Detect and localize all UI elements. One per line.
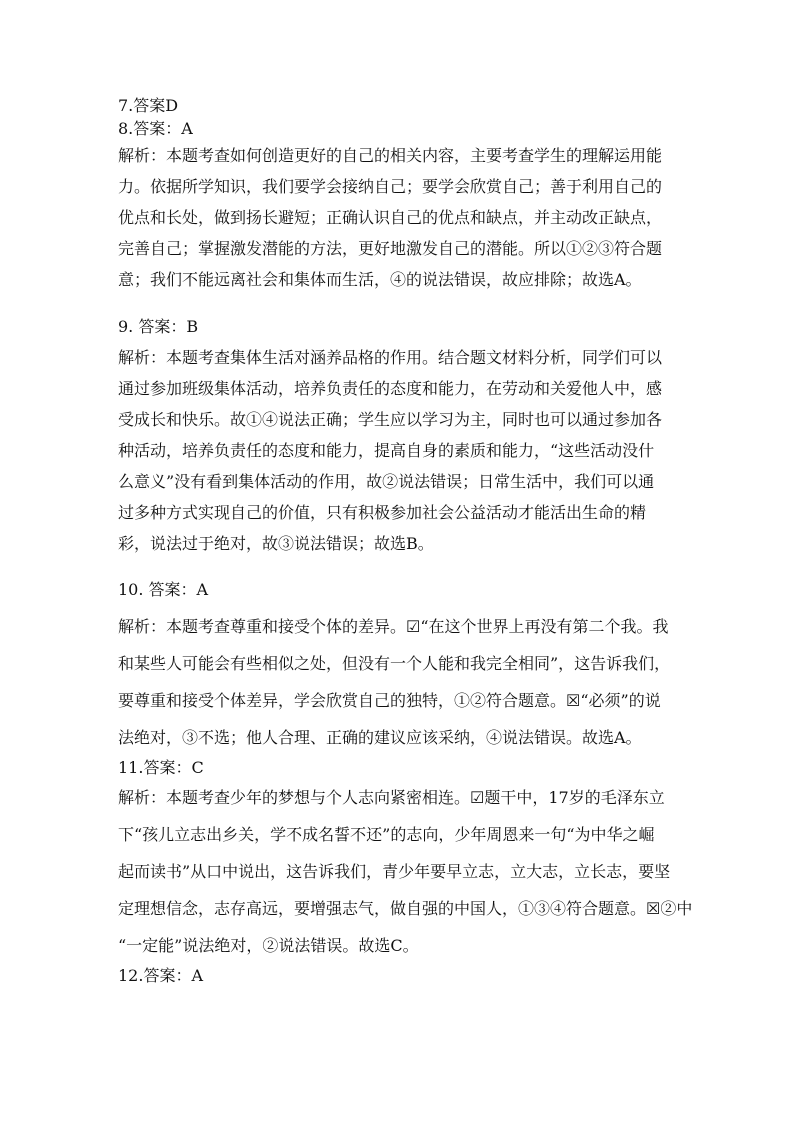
answer-line: 要尊重和接受个体差异，学会欣赏自己的独特，①②符合题意。☒“必须”的说 xyxy=(118,691,661,710)
answer-line: 彩，说法过于绝对，故③说法错误；故选B。 xyxy=(118,534,434,553)
answer-heading: 11.答案：C xyxy=(118,758,204,777)
answer-block-q9 xyxy=(118,311,678,559)
answer-line: 优点和长处，做到扬长避短；正确认识自己的优点和缺点，并主动改正缺点， xyxy=(118,208,663,227)
answer-line: 种活动，培养负责任的态度和能力，提高自身的素质和能力，“这些活动没什 xyxy=(118,441,655,460)
answer-line: 解析：本题考查少年的梦想与个人志向紧密相连。☑题干中，17岁的毛泽东立 xyxy=(118,788,665,807)
answer-line: 起而读书”从口中说出，这告诉我们，青少年要早立志，立大志，立长志，要坚 xyxy=(118,862,671,881)
answer-line: 力。依据所学知识，我们要学会接纳自己；要学会欣赏自己；善于利用自己的 xyxy=(118,177,663,196)
answer-heading: 8.答案：A xyxy=(118,119,193,138)
answer-block-q7 xyxy=(118,94,678,117)
answer-block-q11 xyxy=(118,756,693,964)
answer-line: 解析：本题考查集体生活对涵养品格的作用。结合题文材料分析，同学们可以 xyxy=(118,348,663,367)
answer-block-q10 xyxy=(118,571,678,756)
answer-block-q8 xyxy=(118,117,678,295)
answer-page xyxy=(118,94,693,987)
answer-line: 意；我们不能远离社会和集体而生活，④的说法错误，故应排除；故选A。 xyxy=(118,270,642,289)
answer-line: 法绝对，③不选；他人合理、正确的建议应该采纳，④说法错误。故选A。 xyxy=(118,728,642,747)
answer-line: 7.答案D xyxy=(118,96,179,115)
answer-line: 定理想信念，志存高远，要增强志气，做自强的中国人，①③④符合题意。☒②中 xyxy=(118,899,693,918)
answer-line: 受成长和快乐。故①④说法正确；学生应以学习为主，同时也可以通过参加各 xyxy=(118,410,663,429)
answer-line: 解析：本题考查尊重和接受个体的差异。☑“在这个世界上再没有第二个我。我 xyxy=(118,617,669,636)
answer-heading: 9. 答案：B xyxy=(118,317,199,336)
answer-line: 通过参加班级集体活动，培养负责任的态度和能力，在劳动和关爱他人中，感 xyxy=(118,379,663,398)
answer-block-q12 xyxy=(118,964,678,987)
answer-line: 么意义”没有看到集体活动的作用，故②说法错误；日常生活中，我们可以通 xyxy=(118,472,655,491)
answer-line: 和某些人可能会有些相似之处，但没有一个人能和我完全相同”，这告诉我们， xyxy=(118,654,671,673)
answer-heading: 12.答案：A xyxy=(118,966,204,985)
answer-line: 完善自己；掌握激发潜能的方法，更好地激发自己的潜能。所以①②③符合题 xyxy=(118,239,663,258)
answer-line: “一定能”说法绝对，②说法错误。故选C。 xyxy=(118,936,419,955)
answer-line: 过多种方式实现自己的价值，只有积极参加社会公益活动才能活出生命的精 xyxy=(118,503,647,522)
answer-line: 解析：本题考查如何创造更好的自己的相关内容，主要考查学生的理解运用能 xyxy=(118,146,663,165)
answer-line: 下“孩儿立志出乡关，学不成名誓不还”的志向，少年周恩来一句“为中华之崛 xyxy=(118,825,655,844)
answer-heading: 10. 答案：A xyxy=(118,580,209,599)
